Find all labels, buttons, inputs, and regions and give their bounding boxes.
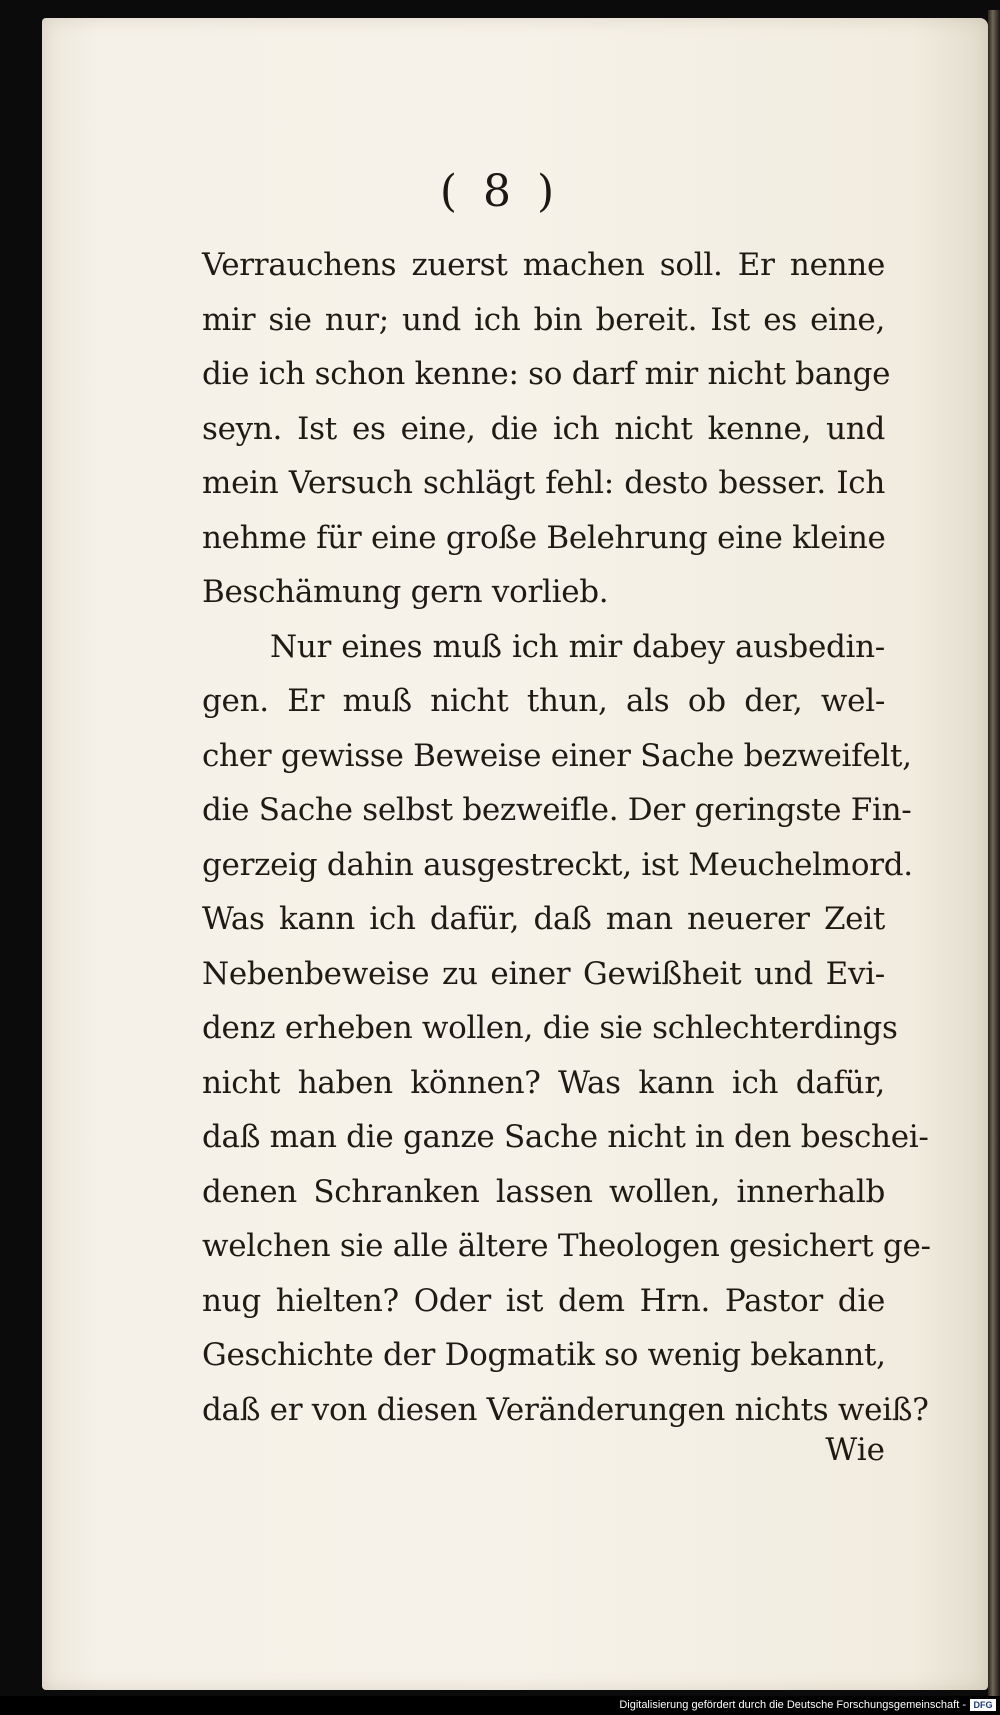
text-line: Verrauchens zuerst machen soll. Er nenne: [202, 247, 885, 283]
text-line: die ich schon kenne: so darf mir nicht bange: [202, 356, 891, 392]
text-line: gen. Er muß nicht thun, als ob der, wel-: [202, 683, 885, 719]
dfg-logo: DFG: [970, 1699, 996, 1711]
page-number: ( 8 ): [439, 166, 561, 217]
text-line: nicht haben können? Was kann ich dafür,: [202, 1064, 885, 1101]
book-edge: [988, 10, 1000, 1700]
text-line: daß man die ganze Sache nicht in den beschei-: [202, 1119, 929, 1155]
text-line: Was kann ich dafür, daß man neuerer Zeit: [202, 901, 885, 937]
funding-notice: Digitalisierung gefördert durch die Deutsche Forschungsgemeinschaft -: [619, 1699, 966, 1711]
text-line: Nebenbeweise zu einer Gewißheit und Evi-: [202, 955, 885, 992]
text-line: nehme für eine große Belehrung eine kleine: [202, 519, 886, 556]
text-line: denen Schranken lassen wollen, innerhalb: [202, 1173, 885, 1210]
text-line: nug hielten? Oder ist dem Hrn. Pastor die: [202, 1282, 885, 1319]
text-line: mein Versuch schlägt fehl: desto besser. Ich: [202, 465, 885, 501]
text-line: denz erheben wollen, die sie schlechterdings: [202, 1010, 898, 1046]
text-line: welchen sie alle ältere Theologen gesichert ge-: [202, 1228, 931, 1264]
catchword: Wie: [825, 1432, 885, 1468]
text-line: cher gewisse Beweise einer Sache bezweifelt,: [202, 737, 912, 774]
text-line: Beschämung gern vorlieb.: [202, 574, 609, 610]
text-line: daß er von diesen Veränderungen nichts weiß?: [202, 1391, 929, 1428]
text-line: mir sie nur; und ich bin bereit. Ist es eine,: [202, 301, 885, 338]
text-line: Geschichte der Dogmatik so wenig bekannt,: [202, 1337, 886, 1373]
page-text: [202, 238, 931, 1437]
text-line: gerzeig dahin ausgestreckt, ist Meuchelmord.: [202, 846, 913, 883]
text-line: Nur eines muß ich mir dabey ausbedin-: [270, 628, 885, 665]
text-line: seyn. Ist es eine, die ich nicht kenne, und: [202, 410, 885, 447]
text-line: die Sache selbst bezweifle. Der geringste Fin-: [202, 792, 912, 828]
